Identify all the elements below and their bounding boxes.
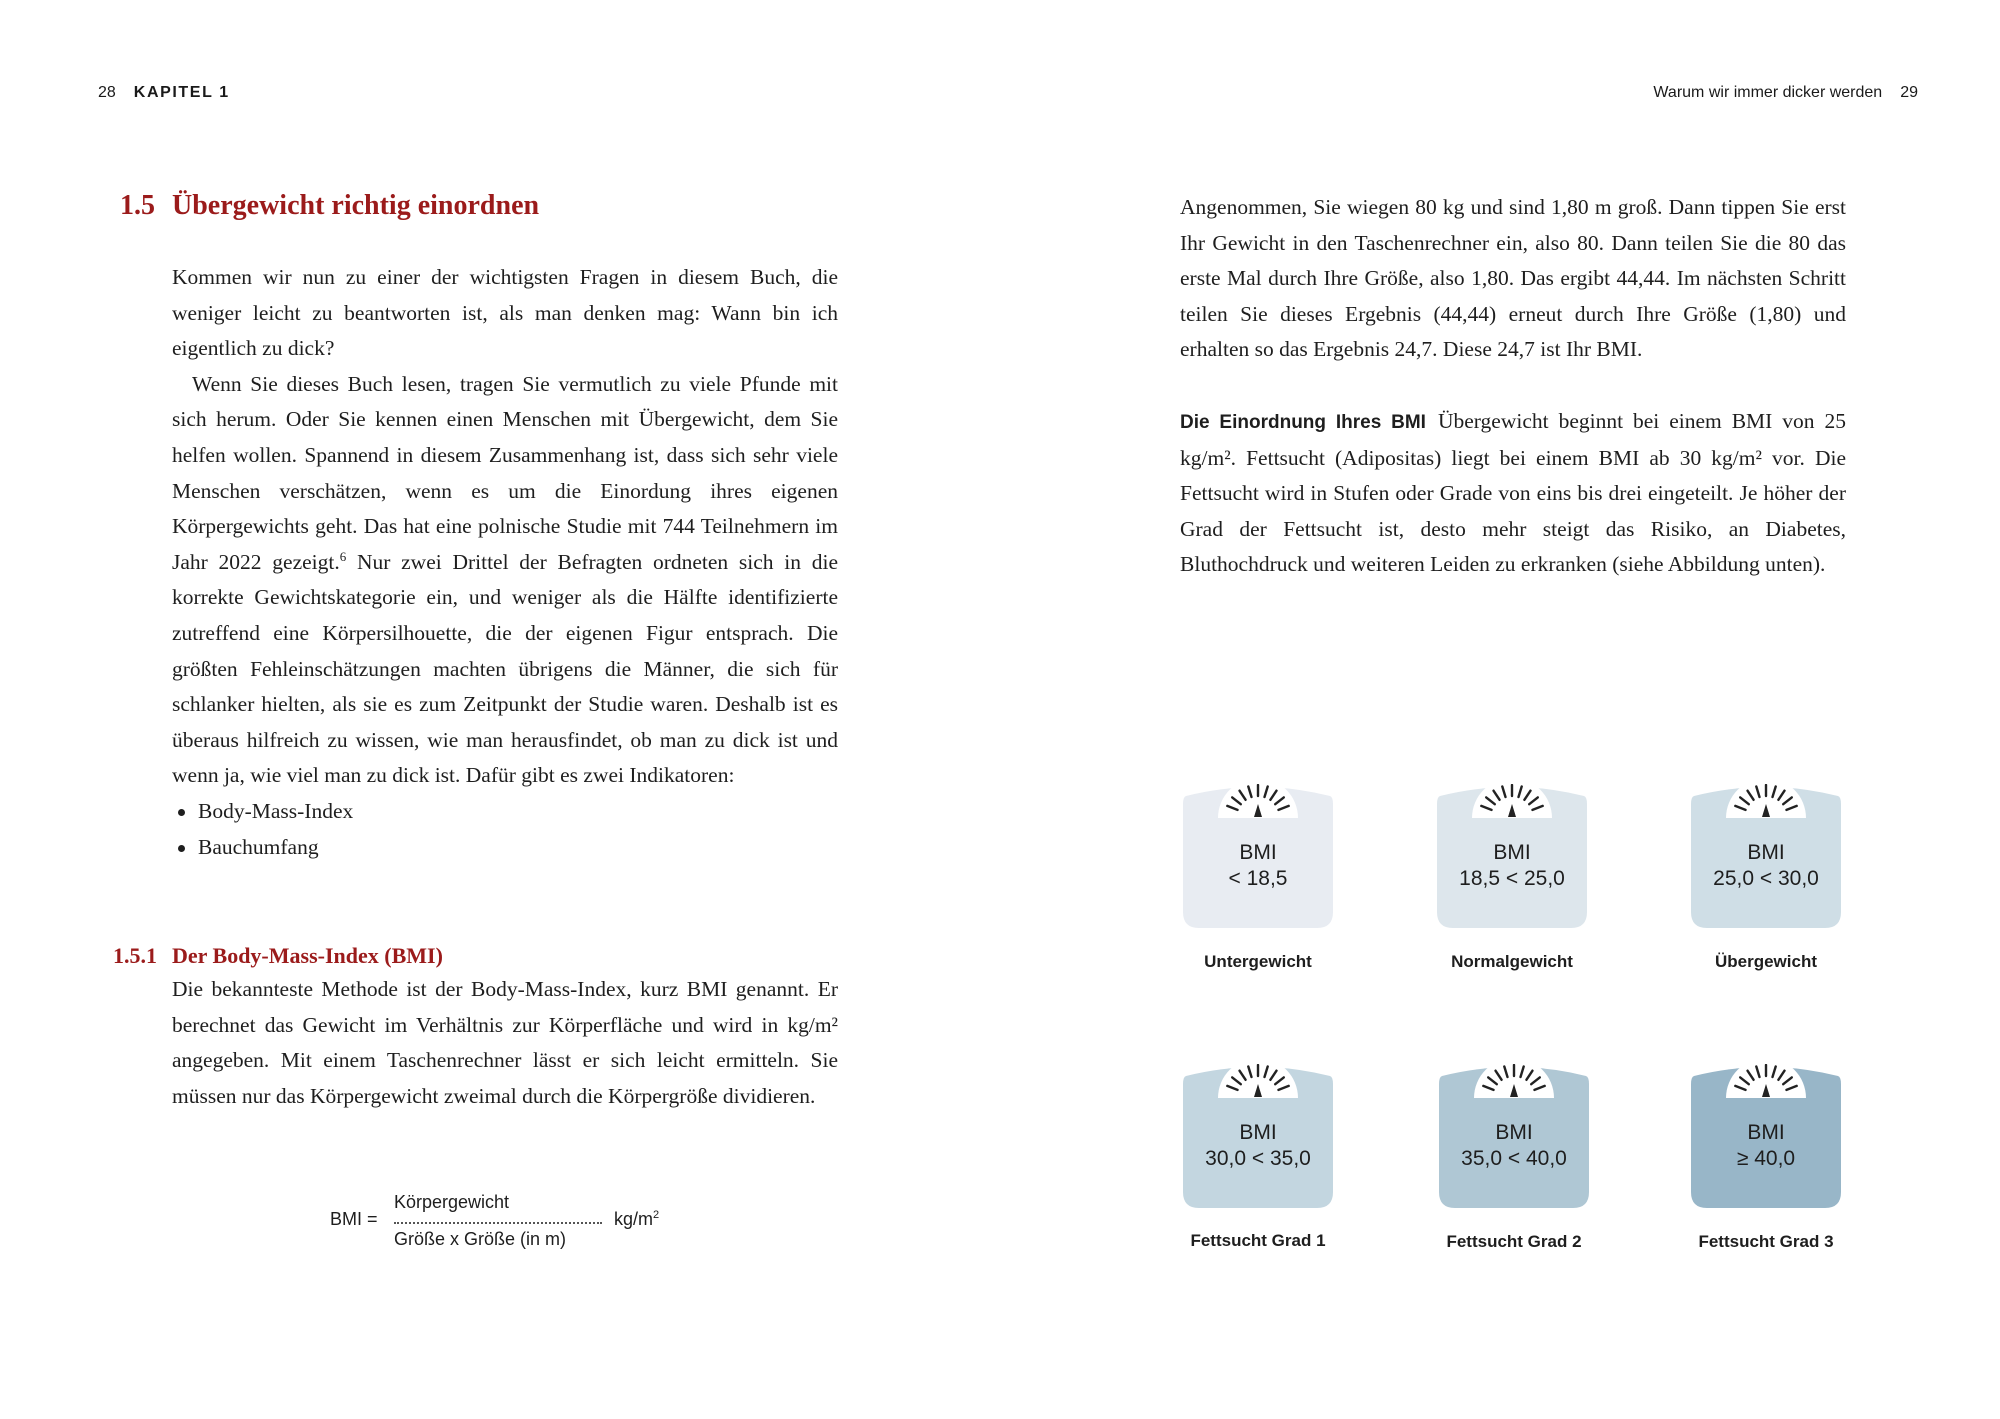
bmi-formula	[330, 1192, 690, 1258]
section-heading	[120, 186, 539, 226]
formula-unit	[614, 1209, 659, 1230]
paragraph: Die bekannteste Methode ist der Body-Mass-Index, kurz BMI genannt. Er berechnet das Gewicht im Verhältnis zur Körperfläche und wird in kg/m² angegeben. Mit einem Taschenrechner lässt er sich leicht ermitteln. Sie müssen nur das Körpergewicht zweimal durch die Körpergröße dividieren.	[172, 977, 838, 1108]
formula-lhs: BMI =	[330, 1209, 378, 1229]
paragraph: Kommen wir nun zu einer der wichtigsten Fragen in diesem Buch, die weniger leicht zu beantworten ist, als man denken mag: Wann bin ich eigentlich zu dick?	[172, 265, 838, 361]
section-number: 1.5	[120, 190, 155, 221]
bmi-scale-normal	[1434, 784, 1590, 932]
scale-bmi-label: BMI	[1747, 1121, 1785, 1144]
subsection-title: Der Body-Mass-Index (BMI)	[172, 943, 443, 968]
running-head-right	[1653, 82, 1918, 104]
indicator-list	[172, 794, 838, 865]
formula-denominator: Größe x Größe (in m)	[394, 1229, 567, 1249]
unit-base: kg/m	[614, 1209, 654, 1229]
bmi-scale-obesity-1	[1180, 1064, 1336, 1212]
formula-numerator: Körpergewicht	[394, 1192, 510, 1212]
scale-bmi-range: ≥ 40,0	[1736, 1147, 1796, 1170]
section-body	[172, 260, 838, 865]
running-head-left	[98, 82, 230, 104]
list-item: Bauchumfang	[198, 830, 838, 866]
scale-category-label: Übergewicht	[1714, 952, 1818, 971]
scale-category-label: Untergewicht	[1204, 952, 1312, 971]
scale-category-label: Fettsucht Grad 1	[1190, 1231, 1326, 1250]
subsection-heading	[113, 940, 443, 972]
bmi-scale-obesity-3	[1688, 1064, 1844, 1212]
scale-bmi-range: 18,5 < 25,0	[1459, 867, 1565, 890]
scale-bmi-label: BMI	[1495, 1121, 1533, 1144]
scale-bmi-range: 25,0 < 30,0	[1713, 867, 1819, 890]
scale-category-label: Fettsucht Grad 2	[1446, 1232, 1582, 1251]
paragraph-text: Nur zwei Drittel der Befragten ordneten sich in die korrekte Gewichtskategorie ein, und weniger als die Hälfte identifizierte zutreffend eine Körpersilhouette, die der eigenen Figur entsprach. Die größten Fehleinschätzungen machten übrigens die Männer, die sich für schlanker hielten, als sie es zum Zeitpunkt der Studie waren. Deshalb ist es überaus hilfreich zu wissen, wie man herausfindet, ob man zu dick ist und wenn ja, wie viel man zu dick ist. Dafür gibt es zwei Indikatoren:	[172, 549, 838, 788]
subsection-body	[172, 972, 838, 1114]
paragraph: Angenommen, Sie wiegen 80 kg und sind 1,80 m groß. Dann tippen Sie erst Ihr Gewicht in den Taschenrechner ein, also 80. Dann teilen Sie die 80 das erste Mal durch Ihre Größe, also 1,80. Das ergibt 44,44. Im nächsten Schritt teilen Sie dieses Ergebnis (44,44) erneut durch Ihre Größe (1,80) und erhalten so das Ergebnis 24,7. Diese 24,7 ist Ihr BMI.	[1180, 195, 1846, 362]
chapter-label: KAPITEL 1	[133, 84, 230, 101]
paragraph	[1180, 404, 1846, 583]
scale-category-label: Normalgewicht	[1451, 952, 1573, 971]
scale-bmi-range: 35,0 < 40,0	[1461, 1147, 1567, 1170]
scale-bmi-label: BMI	[1239, 1121, 1277, 1144]
classification-paragraph	[1180, 404, 1846, 583]
scale-bmi-label: BMI	[1493, 841, 1531, 864]
subsection-number: 1.5.1	[113, 943, 157, 968]
scale-bmi-range: 30,0 < 35,0	[1205, 1147, 1311, 1170]
paragraph-text: Wenn Sie dieses Buch lesen, tragen Sie vermutlich zu viele Pfunde mit sich herum. Oder Sie kennen einen Menschen mit Übergewicht, dem Sie helfen wollen. Spannend in diesem Zusammenhang ist, dass sich sehr viele Menschen verschätzen, wenn es um die Einordung ihres eigenen Körpergewichts geht. Das hat eine polnische Studie mit 744 Teilnehmern im Jahr 2022 gezeigt.	[172, 371, 838, 574]
paragraph-lead: Die Einordnung Ihres BMI	[1180, 412, 1426, 433]
fraction-bar	[394, 1222, 602, 1224]
paragraph	[172, 367, 838, 794]
bmi-scale-underweight	[1180, 784, 1336, 932]
bmi-scale-obesity-2	[1436, 1064, 1592, 1212]
bmi-scale-overweight	[1688, 784, 1844, 932]
scale-bmi-label: BMI	[1239, 841, 1277, 864]
page-number-right: 29	[1900, 84, 1918, 101]
running-title-right: Warum wir immer dicker werden	[1653, 84, 1883, 101]
scale-bmi-label: BMI	[1747, 841, 1785, 864]
footnote-reference: 6	[339, 548, 347, 564]
page-number-left: 28	[98, 84, 116, 101]
section-title: Übergewicht richtig einordnen	[172, 190, 540, 221]
paragraph-text: Übergewicht beginnt bei einem BMI von 25 kg/m². Fettsucht (Adipositas) liegt bei einem BMI ab 30 kg/m² vor. Die Fettsucht wird in Stufen oder Grade von eins bis drei eingeteilt. Je höher der Grad der Fettsucht ist, desto mehr steigt das Risiko, an Diabetes, Bluthochdruck und weiteren Leiden zu erkranken (siehe Abbildung unten).	[1180, 409, 1846, 577]
scale-category-label: Fettsucht Grad 3	[1698, 1232, 1834, 1251]
list-item: Body-Mass-Index	[198, 794, 838, 830]
scale-bmi-range: < 18,5	[1228, 867, 1288, 890]
unit-exponent: 2	[653, 1209, 660, 1221]
example-paragraph	[1180, 190, 1846, 368]
